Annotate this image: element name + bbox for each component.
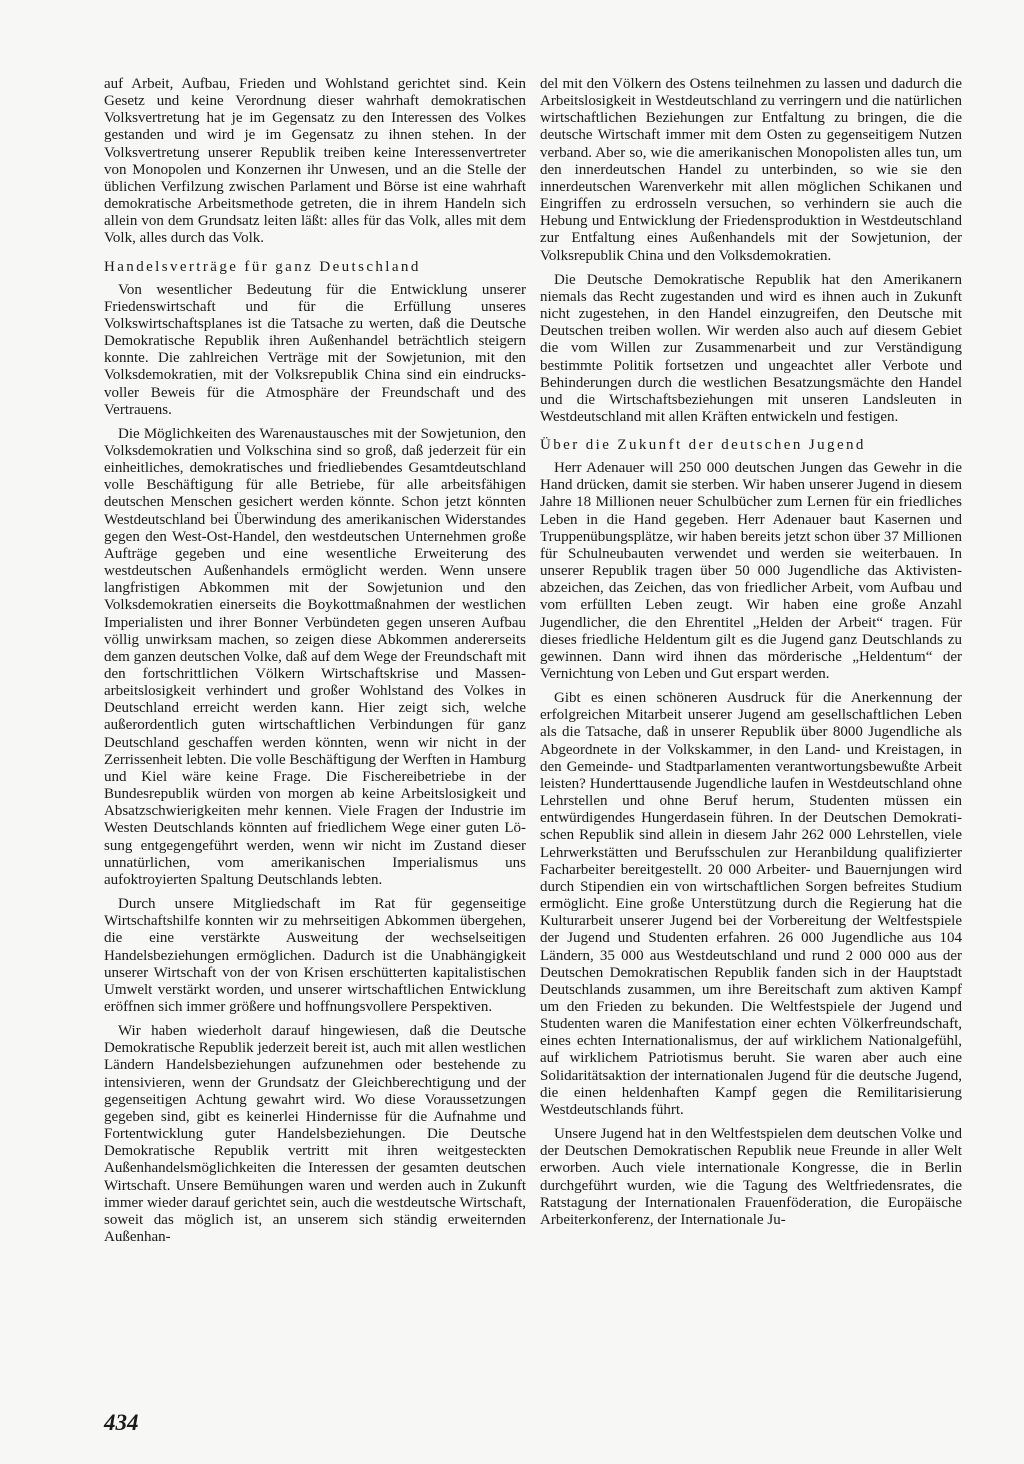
paragraph: auf Arbeit, Aufbau, Frieden und Wohlstand gerichtet sind. Kein Gesetz und keine Verordnung dieser wahrhaft demokratischen Volksvertretung hat je im Gegensatz zu den Interessen des Volkes gestanden und wird je im Gegensatz zu ihnen stehen. In der Volksvertretung unserer Republik treiben keine Interessenvertreter von Monopolen und Konzernen ihr Unwesen, und an die Stelle der üblichen Verfilzung zwischen Parlament und Börse ist eine wahrhaft demokratische Arbeitsmethode getreten, die in ihrem Handeln sich allein von dem Grundsatz leiten läßt: alles für das Volk, alles mit dem Volk, alles durch das Volk. (104, 76, 526, 247)
paragraph: del mit den Völkern des Ostens teilnehmen zu lassen und dadurch die Arbeitslosigkeit in Westdeutschland zu verringern und die natürlichen wirtschaftlichen Beziehungen zur Entfaltung zu bringen, die die deutsche Wirtschaft immer mit dem Osten zu gegenseitigem Nutzen verband. Aber so, wie die amerikanischen Monopolisten alles tun, um den innerdeutschen Handel zu unterbinden, so wie sie den innerdeutschen Warenverkehr mit allen möglichen Schikanen und Eingriffen zu erdrosseln versuchen, so verhindern sie auch die Hebung und Entwicklung der Friedensproduktion in Westdeutschland zur Entfaltung eines Außenhandels mit der Sowjetunion, der Volksrepublik China und den Volksdemokratien. (540, 76, 962, 264)
right-column (540, 76, 962, 1236)
section-heading-handelsvertraege: Handelsverträge für ganz Deutschland (104, 258, 421, 275)
paragraph: Herr Adenauer will 250 000 deutschen Jungen das Gewehr in die Hand drücken, damit sie sterben. Wir haben unserer Jugend in diesem Jahre 18 Millionen neuer Schulbücher zum Lernen für ein friedliches Leben in die Hand gegeben. Herr Adenauer baut Kasernen und Truppenübungsplätze, wir haben bereits jetzt schon über 37 Millionen für Schulneubauten verwendet und werden sie weiterbauen. In unserer Republik tragen über 50 000 Jugendliche das Aktivistenabzeichen, das Zeichen, das von friedlicher Arbeit, vom Aufbau und vom erfüllten Leben zeugt. Wir haben eine große Anzahl Jugendlicher, die den Ehrentitel „Helden der Arbeit“ tragen. Für dieses friedliche Heldentum gilt es die Jugend ganz Deutschlands zu gewinnen. Dann wird ihnen das mörderische „Heldentum“ der Vernichtung von Leben und Gut erspart werden. (540, 460, 962, 682)
paragraph: Von wesentlicher Bedeutung für die Entwicklung unserer Friedenswirtschaft und für die Erfüllung unseres Volkswirtschaftsplanes ist die Tatsache zu werten, daß die Deutsche Demokratische Republik ihren Außenhandel beträchtlich steigern konnte. Die zahlreichen Verträge mit der Sowjetunion, mit den Volksdemokratien, mit der Volksrepublik China sind ein eindrucksvoller Beweis für die Atmosphäre der Freundschaft und des Vertrauens. (104, 281, 526, 418)
page-number: 434 (104, 1410, 139, 1435)
paragraph: Durch unsere Mitgliedschaft im Rat für gegenseitige Wirtschaftshilfe konnten wir zu mehrseitigen Abkommen übergehen, die eine verstärkte Ausweitung der wechselseitigen Handelsbeziehungen ermöglichen. Dadurch ist die Unabhängigkeit unserer Wirtschaft von der von Krisen erschütterten kapitalistischen Umwelt verstärkt worden, und unserer wirtschaftlichen Entwicklung eröffnen sich immer größere und hoffnungsvollere Perspektiven. (104, 896, 526, 1015)
paragraph: Unsere Jugend hat in den Weltfestspielen dem deutschen Volke und der Deutschen Demokratischen Republik neue Freunde in aller Welt erworben. Auch viele internationale Kongresse, die in Berlin durchgeführt wurden, wie die Tagung des Weltfriedensrates, die Ratstagung der Internationalen Frauenföderation, die Europäische Arbeiterkonferenz, der Internationale Ju- (540, 1126, 962, 1228)
section-heading-jugend: Über die Zukunft der deutschen Jugend (540, 437, 866, 454)
paragraph: Wir haben wiederholt darauf hingewiesen, daß die Deutsche Demokratische Republik jederzeit bereit ist, auch mit allen westlichen Ländern Handelsbeziehungen aufzunehmen oder bestehende zu intensivieren, wenn der Grundsatz der Gleichberechtigung und der gegenseitigen Achtung gewahrt wird. Wo diese Voraussetzungen gegeben sind, gibt es keinerlei Hindernisse für die Aufnahme und Fortentwicklung guter Handelsbeziehungen. Die Deutsche Demokratische Republik vertritt mit ihren weitgesteckten Außenhandelsmöglichkeiten die Interessen der gesamten deutschen Wirtschaft. Unsere Bemühungen waren und werden auch in Zukunft immer wieder darauf gerichtet sein, auch die westdeutsche Wirtschaft, soweit das möglich ist, an unserem sich ständig erweiternden Außenhan- (104, 1023, 526, 1245)
paragraph: Die Deutsche Demokratische Republik hat den Amerikanern niemals das Recht zugestanden und wird es ihnen auch in Zukunft nicht zugestehen, in den Handel einzugreifen, den Deutsche mit Deutschen treiben wollen. Wir werden also auch auf diesem Gebiet die vom Willen zur Zusammenarbeit und zur Verständigung bestimmte Politik fortsetzen und ungeachtet aller Verbote und Behinderungen durch die westlichen Besatzungsmächte den Handel und die Wirtschaftsbeziehungen mit unseren Landsleuten in Westdeutschland mit allen Kräften entwickeln und festigen. (540, 271, 962, 425)
paragraph: Gibt es einen schöneren Ausdruck für die Anerkennung der erfolgreichen Mitarbeit unserer Jugend am gesellschaftlichen Leben als die Tatsache, daß in unserer Republik über 8000 Jugendliche als Abgeordnete in der Volkskammer, in den Land- und Kreistagen, in den Gemeinde- und Stadtparlamenten verantwortungsbewußte Arbeit leisten? Hunderttausende Jugendliche laufen in Westdeutschland ohne Lehrstellen und ohne Beruf herum, Studenten müssen ein entwürdigendes Hungerdasein führen. In der Deutschen Demokratischen Republik sind allein in diesem Jahr 262 000 Lehrstellen, viele Lehrwerkstätten und Berufsschulen zur Heranbildung qualifizierter Facharbeiter bereitgestellt. 20 000 Arbeiter- und Bauernjungen wird durch Stipendien ein von wirtschaftlichen Sorgen befreites Studium ermöglicht. Eine große Unterstützung durch die Regierung hat die Kulturarbeit unserer Jugend bei der Vorbereitung der Weltfestspiele der Jugend und Studenten erfahren. 26 000 Jugendliche aus 104 Ländern, 35 000 aus Westdeutschland und rund 2 000 000 aus der Deutschen Demokratischen Republik fanden sich in der Hauptstadt Deutschlands zusammen, um ihre Bereitschaft zum aktiven Kampf um den Frieden zu bekunden. Die Weltfestspiele der Jugend und Studenten waren die Manifestation einer echten Völkerfreundschaft, eines echten Internationalismus, der auf wirklichem Nationalgefühl, auf wirklichem Patriotismus beruht. Sie waren aber auch eine Solidaritätsaktion der internationalen Jugend für die deutsche Jugend, die einen heldenhaften Kampf gegen die Remilitarisierung Westdeutschlands führt. (540, 690, 962, 1118)
paragraph: Die Möglichkeiten des Warenaustausches mit der Sowjetunion, den Volksdemokratien und Volkschina sind so groß, daß jederzeit für ein einheitliches, demokratisches und friedliebendes Gesamtdeutschland volle Beschäftigung für alle Betriebe, für alle arbeitsfähigen deutschen Menschen gesichert werden könnte. Schon jetzt könnten Westdeutschland bei Überwindung des amerikanischen Widerstandes gegen den West-Ost-Handel, den westdeutschen Unternehmen große Aufträge gegeben und eine wesentliche Erweiterung des westdeutschen Außenhandels ermöglicht werden. Wenn unsere langfristigen Abkommen mit der Sowjetunion und den Volksdemokratien einerseits die Boykottmaßnahmen der westlichen Imperialisten und ihrer Bonner Verbündeten gegen unseren Aufbau völlig unwirksam machen, so zeigen diese Abkommen andererseits dem ganzen deutschen Volke, daß auf dem Wege der Freundschaft mit den fortschrittlichen Völkern Wirtschaftskrise und Massenarbeitslosigkeit verhindert und großer Wohlstand des Volkes in Deutschland erreicht werden kann. Hier zeigt sich, welche außerordentlich guten wirtschaftlichen Verbindungen für ganz Deutschland geschaffen werden könnten, wenn wir nicht in der Zerrissenheit lebten. Die volle Beschäftigung der Werften in Hamburg und Kiel wäre keine Frage. Die Fischereibetriebe in der Bundesrepublik würden von morgen ab keine Arbeitslosigkeit und Absatzschwierigkeiten mehr kennen. Viele Fragen der Industrie im Westen Deutschlands könnten auf friedlichem Wege einer guten Lösung entgegengeführt werden, wenn wir nicht im Zustand dieser unnatürlichen, vom amerikanischen Imperialismus uns aufoktroyierten Spaltung Deutschlands lebten. (104, 425, 526, 888)
left-column (104, 76, 526, 1253)
